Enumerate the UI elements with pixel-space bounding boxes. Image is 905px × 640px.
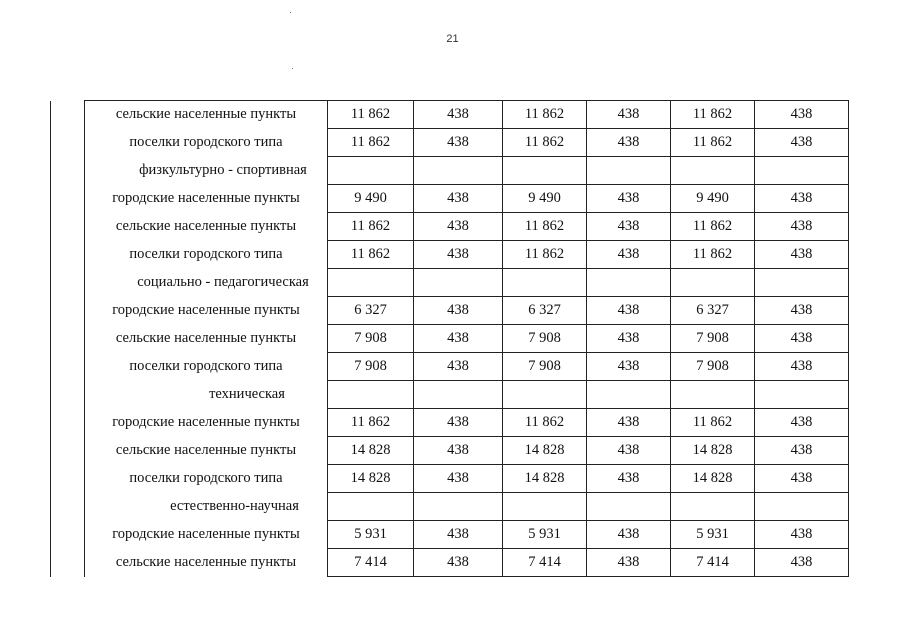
row-index-cell: [51, 409, 85, 437]
category-row: [51, 157, 849, 185]
settlement-type-cell: [85, 297, 328, 325]
value-cell-6: 438: [755, 409, 849, 437]
value-cell-4: 438: [587, 325, 671, 353]
value-cell-2: 438: [414, 241, 503, 269]
table-row: [51, 549, 849, 577]
value-cell-4: [587, 269, 671, 297]
table-row: [51, 101, 849, 129]
value-cell-4: 438: [587, 465, 671, 493]
row-index-cell: [51, 297, 85, 325]
settlement-type-label: городские населенные пункты: [112, 302, 300, 318]
value-cell-6: 438: [755, 185, 849, 213]
value-cell-5: 11 862: [671, 241, 755, 269]
value-cell-3: 11 862: [503, 409, 587, 437]
value-cell-4: 438: [587, 521, 671, 549]
value-cell-6: 438: [755, 437, 849, 465]
category-label-cell: [85, 493, 328, 521]
value-cell-1: 11 862: [328, 241, 414, 269]
value-cell-4: 438: [587, 101, 671, 129]
settlement-type-label: поселки городского типа: [129, 358, 283, 374]
settlement-type-cell: [85, 101, 328, 129]
settlement-type-cell: [85, 437, 328, 465]
value-cell-2: 438: [414, 549, 503, 577]
value-cell-1: [328, 493, 414, 521]
value-cell-3: 7 908: [503, 353, 587, 381]
value-cell-6: 438: [755, 213, 849, 241]
value-cell-1: 14 828: [328, 465, 414, 493]
value-cell-3: 11 862: [503, 213, 587, 241]
settlement-type-label: сельские населенные пункты: [115, 554, 297, 570]
value-cell-5: 11 862: [671, 101, 755, 129]
settlement-type-cell: [85, 549, 328, 577]
value-cell-4: 438: [587, 353, 671, 381]
category-row: [51, 493, 849, 521]
value-cell-5: 9 490: [671, 185, 755, 213]
value-cell-3: 11 862: [503, 129, 587, 157]
table-body: [51, 101, 849, 577]
value-cell-4: 438: [587, 437, 671, 465]
settlement-type-label: городские населенные пункты: [112, 526, 300, 542]
category-label: физкультурно - спортивная: [139, 162, 307, 178]
row-index-cell: [51, 493, 85, 521]
value-cell-4: 438: [587, 549, 671, 577]
value-cell-3: 14 828: [503, 465, 587, 493]
category-row: [51, 381, 849, 409]
row-index-cell: [51, 129, 85, 157]
value-cell-2: 438: [414, 353, 503, 381]
value-cell-2: [414, 381, 503, 409]
category-label: социально - педагогическая: [137, 274, 309, 290]
scan-speck: [290, 12, 291, 13]
settlement-type-cell: [85, 241, 328, 269]
value-cell-5: 7 908: [671, 325, 755, 353]
row-index-cell: [51, 465, 85, 493]
row-index-cell: [51, 269, 85, 297]
settlement-type-cell: [85, 213, 328, 241]
value-cell-6: 438: [755, 521, 849, 549]
row-index-cell: [51, 549, 85, 577]
row-index-cell: [51, 241, 85, 269]
value-cell-3: [503, 493, 587, 521]
value-cell-1: 11 862: [328, 409, 414, 437]
value-cell-6: 438: [755, 101, 849, 129]
table-row: [51, 465, 849, 493]
value-cell-4: [587, 157, 671, 185]
value-cell-6: 438: [755, 325, 849, 353]
value-cell-5: 7 414: [671, 549, 755, 577]
value-cell-3: 11 862: [503, 101, 587, 129]
tariff-table: [50, 100, 849, 577]
settlement-type-cell: [85, 409, 328, 437]
settlement-type-cell: [85, 185, 328, 213]
row-index-cell: [51, 213, 85, 241]
value-cell-2: [414, 493, 503, 521]
settlement-type-label: сельские населенные пункты: [115, 330, 297, 346]
value-cell-5: 14 828: [671, 465, 755, 493]
value-cell-1: 6 327: [328, 297, 414, 325]
value-cell-2: 438: [414, 129, 503, 157]
value-cell-6: 438: [755, 353, 849, 381]
settlement-type-label: поселки городского типа: [129, 246, 283, 262]
category-label-cell: [85, 157, 328, 185]
table-row: [51, 213, 849, 241]
settlement-type-label: городские населенные пункты: [112, 414, 300, 430]
settlement-type-label: сельские населенные пункты: [115, 442, 297, 458]
value-cell-2: 438: [414, 297, 503, 325]
value-cell-1: 7 908: [328, 353, 414, 381]
settlement-type-cell: [85, 465, 328, 493]
value-cell-4: 438: [587, 129, 671, 157]
row-index-cell: [51, 353, 85, 381]
value-cell-6: 438: [755, 129, 849, 157]
category-label-cell: [85, 269, 328, 297]
row-index-cell: [51, 437, 85, 465]
table-row: [51, 325, 849, 353]
value-cell-3: 5 931: [503, 521, 587, 549]
value-cell-2: 438: [414, 437, 503, 465]
value-cell-5: 14 828: [671, 437, 755, 465]
settlement-type-cell: [85, 521, 328, 549]
category-label: естественно-научная: [170, 498, 299, 514]
category-row: [51, 269, 849, 297]
settlement-type-cell: [85, 325, 328, 353]
value-cell-3: 7 908: [503, 325, 587, 353]
value-cell-5: 5 931: [671, 521, 755, 549]
value-cell-3: [503, 381, 587, 409]
settlement-type-label: поселки городского типа: [129, 134, 283, 150]
value-cell-5: 7 908: [671, 353, 755, 381]
value-cell-4: [587, 493, 671, 521]
category-label: техническая: [209, 386, 285, 402]
value-cell-6: [755, 269, 849, 297]
value-cell-1: 7 414: [328, 549, 414, 577]
value-cell-1: [328, 381, 414, 409]
value-cell-6: 438: [755, 549, 849, 577]
value-cell-6: [755, 493, 849, 521]
settlement-type-cell: [85, 129, 328, 157]
table-row: [51, 409, 849, 437]
value-cell-2: [414, 269, 503, 297]
row-index-cell: [51, 521, 85, 549]
value-cell-2: 438: [414, 325, 503, 353]
value-cell-2: 438: [414, 101, 503, 129]
value-cell-3: 7 414: [503, 549, 587, 577]
value-cell-1: [328, 157, 414, 185]
value-cell-3: 9 490: [503, 185, 587, 213]
row-index-cell: [51, 381, 85, 409]
value-cell-3: [503, 269, 587, 297]
value-cell-4: [587, 381, 671, 409]
value-cell-2: 438: [414, 521, 503, 549]
value-cell-6: 438: [755, 465, 849, 493]
value-cell-5: 11 862: [671, 129, 755, 157]
table-row: [51, 521, 849, 549]
value-cell-4: 438: [587, 409, 671, 437]
page-number: 21: [446, 33, 459, 45]
table-row: [51, 353, 849, 381]
value-cell-6: 438: [755, 241, 849, 269]
value-cell-4: 438: [587, 241, 671, 269]
value-cell-5: [671, 493, 755, 521]
row-index-cell: [51, 101, 85, 129]
value-cell-1: 7 908: [328, 325, 414, 353]
table-row: [51, 241, 849, 269]
value-cell-5: [671, 157, 755, 185]
table-row: [51, 297, 849, 325]
value-cell-3: 11 862: [503, 241, 587, 269]
value-cell-2: 438: [414, 409, 503, 437]
value-cell-4: 438: [587, 213, 671, 241]
row-index-cell: [51, 157, 85, 185]
settlement-type-cell: [85, 353, 328, 381]
value-cell-1: 11 862: [328, 101, 414, 129]
scan-speck: [292, 68, 293, 69]
row-index-cell: [51, 185, 85, 213]
value-cell-4: 438: [587, 297, 671, 325]
value-cell-3: 14 828: [503, 437, 587, 465]
value-cell-2: 438: [414, 213, 503, 241]
value-cell-3: [503, 157, 587, 185]
settlement-type-label: сельские населенные пункты: [115, 106, 297, 123]
row-index-cell: [51, 325, 85, 353]
value-cell-6: [755, 157, 849, 185]
value-cell-2: 438: [414, 185, 503, 213]
value-cell-5: 11 862: [671, 409, 755, 437]
value-cell-1: 9 490: [328, 185, 414, 213]
value-cell-1: 11 862: [328, 213, 414, 241]
value-cell-2: [414, 157, 503, 185]
settlement-type-label: сельские населенные пункты: [115, 218, 297, 234]
value-cell-1: 14 828: [328, 437, 414, 465]
value-cell-1: 11 862: [328, 129, 414, 157]
value-cell-3: 6 327: [503, 297, 587, 325]
value-cell-5: [671, 381, 755, 409]
value-cell-1: [328, 269, 414, 297]
settlement-type-label: городские населенные пункты: [112, 190, 300, 206]
value-cell-1: 5 931: [328, 521, 414, 549]
value-cell-6: [755, 381, 849, 409]
value-cell-4: 438: [587, 185, 671, 213]
value-cell-5: [671, 269, 755, 297]
settlement-type-label: поселки городского типа: [129, 470, 283, 486]
value-cell-6: 438: [755, 297, 849, 325]
value-cell-2: 438: [414, 465, 503, 493]
value-cell-5: 6 327: [671, 297, 755, 325]
table-row: [51, 437, 849, 465]
table-row: [51, 185, 849, 213]
category-label-cell: [85, 381, 328, 409]
table-row: [51, 129, 849, 157]
value-cell-5: 11 862: [671, 213, 755, 241]
